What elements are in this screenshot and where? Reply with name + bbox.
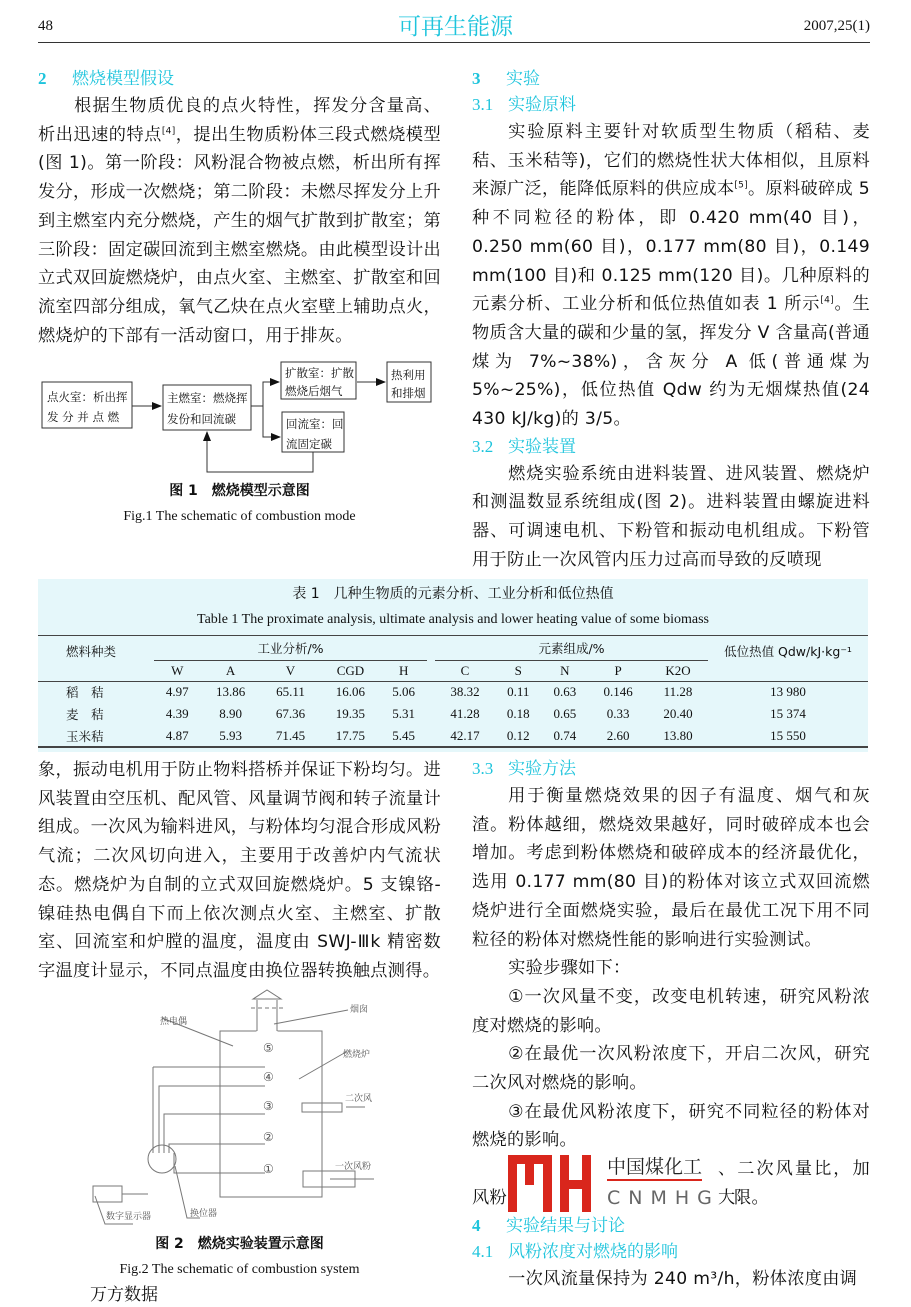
sub-N: N bbox=[560, 662, 570, 678]
figure-1-diagram bbox=[38, 350, 441, 478]
figure-2-caption-cn: 图 2 燃烧实验装置示意图 bbox=[155, 1235, 324, 1252]
point-3: ③ bbox=[263, 1098, 274, 1113]
issue-info: 2007,25(1) bbox=[803, 18, 870, 34]
col-group-elements: 元素组成/% bbox=[435, 635, 708, 660]
table-row: 稻 秸 4.97 13.86 65.11 16.06 5.06 38.32 0.11 0.63 0.146 11.28 13 980 bbox=[66, 684, 806, 701]
section-2-heading: 2 燃烧模型假设 bbox=[38, 69, 174, 89]
watermark-en: CNMHG bbox=[607, 1187, 720, 1210]
label-furnace: 燃烧炉 bbox=[343, 1049, 371, 1060]
step-3: ③在最优风粉浓度下，研究不同粒径的粉体对燃烧的影响。 bbox=[472, 1101, 870, 1151]
step-4-partial-a: 、二次风量比，加大 bbox=[718, 1159, 870, 1208]
box3-line2: 燃烧后烟气 bbox=[285, 384, 343, 399]
apparatus-paragraph-continued: 象，振动电机用于防止物料搭桥并保证下粉均匀。进风装置由空压机、配风管、风量调节阀和转子流量计组成。一次风为输料进风，与粉体均匀混合形成风粉气流；二次风切向进入，主要用于改善炉内气流状态。燃烧炉为自制的立式双回旋燃烧炉。5 支镍铬-镍硅热电偶自下而上依次测点火室、主燃室、扩散室、回流室和炉膛的温度，温度由 SWJ-Ⅲk 精密数字温度计显示，不同点温度由换位器转换触点测得。 bbox=[38, 760, 441, 981]
left-column-bottom bbox=[38, 756, 441, 1307]
table-row: 麦 秸 4.39 8.90 67.36 19.35 5.31 41.28 0.18 0.65 0.33 20.40 15 374 bbox=[66, 706, 806, 723]
sub-S: S bbox=[514, 662, 522, 678]
sub-K2O: K2O bbox=[665, 662, 691, 678]
label-primary-air: 一次风粉 bbox=[335, 1161, 372, 1172]
sub-A: A bbox=[225, 662, 236, 678]
materials-paragraph: 实验原料主要针对软质型生物质（稻秸、麦秸、玉米秸等)，它们的燃烧性状大体相似，且原料来源广泛，能降低原料的供应成本[5]。原料破碎成 5 种不同粒径的粉体，即 0.420 mm(40 目)，0.250 mm(60 目)，0.177 mm(80 目)，0.149 mm(100 目)和 0.125 mm(120 目)。几种原料的元素分析、工业分析和低位热值如表 1 所示[4]。生物质含大量的碳和少量的氢，挥发分 V 含量高(普通煤为 7%~38%)，含灰分 A 低(普通煤为 5%~25%)，低位热值 Qdw 约为无烟煤热值(24 430 kJ/kg)的 3/5。 bbox=[472, 122, 870, 430]
col-fuel: 燃料种类 bbox=[66, 643, 117, 659]
sub-P: P bbox=[614, 662, 622, 678]
label-secondary-air: 二次风 bbox=[345, 1093, 373, 1104]
label-digital-display: 数字显示器 bbox=[106, 1211, 152, 1222]
section-3-3-heading: 3.3 实验方法 bbox=[472, 759, 576, 780]
point-5: ⑤ bbox=[263, 1040, 274, 1055]
box5-line2: 和排烟 bbox=[391, 386, 426, 401]
figure-2-caption-en: Fig.2 The schematic of combustion system bbox=[119, 1261, 360, 1277]
step-4-partial-b: 风粉 bbox=[472, 1187, 507, 1208]
journal-title: 可再生能源 bbox=[398, 14, 513, 40]
figure-2-diagram bbox=[38, 986, 441, 1231]
box3-line1: 扩散室：扩散 bbox=[285, 366, 354, 381]
point-4: ④ bbox=[263, 1069, 274, 1084]
label-switch: 换位器 bbox=[190, 1208, 218, 1219]
point-1: ① bbox=[263, 1161, 274, 1176]
figure-1-caption-cn: 图 1 燃烧模型示意图 bbox=[169, 483, 310, 500]
section-2-paragraph: 根据生物质优良的点火特性，挥发分含量高、析出迅速的特点[4]，提出生物质粉体三段式燃烧模型(图 1)。第一阶段：风粉混合物被点燃，析出所有挥发分，形成一次燃烧；第二阶段：未燃尽挥发分上升到主燃室内充分燃烧，产生的烟气扩散到扩散室；第三阶段：固定碳回流到主燃室燃烧。由此模型设计出立式双回旋燃烧炉，由点火室、主燃室、扩散室和回流室四部分组成，氧气乙炔在点火室壁上辅助点火，燃烧炉的下部有一活动窗口，用于排灰。 bbox=[38, 96, 441, 346]
apparatus-paragraph: 燃烧实验系统由进料装置、进风装置、燃烧炉和测温数显系统组成(图 2)。进料装置由螺旋进料器、可调速电机、下粉管和振动电机组成。下粉管用于防止一次风管内压力过高而导致的反喷现 bbox=[472, 463, 870, 570]
figure-1-caption-en: Fig.1 The schematic of combustion mode bbox=[123, 509, 356, 525]
section-3-heading: 3 实验 bbox=[472, 69, 540, 89]
table-title-en: Table 1 The proximate analysis, ultimate analysis and lower heating value of some biomass bbox=[197, 611, 709, 627]
box4-line2: 流固定碳 bbox=[286, 437, 332, 452]
table-row: 玉米秸 4.87 5.93 71.45 17.75 5.45 42.17 0.12 0.74 2.60 13.80 15 550 bbox=[38, 725, 868, 747]
right-column-top bbox=[472, 66, 870, 575]
mh-logo-icon bbox=[508, 1155, 598, 1212]
watermark-cn: 中国煤化工 bbox=[607, 1155, 702, 1181]
point-2: ② bbox=[263, 1129, 274, 1144]
box1-line2: 发 分 并 点 燃 bbox=[47, 410, 120, 425]
sub-H: H bbox=[398, 662, 409, 678]
section-3-1-heading: 3.1 实验原料 bbox=[472, 95, 576, 115]
step-1: ①一次风量不变，改变电机转速，研究风粉浓度对燃烧的影响。 bbox=[472, 986, 870, 1036]
sub-V: V bbox=[285, 662, 296, 678]
col-group-proximate: 工业分析/% bbox=[154, 635, 427, 660]
step-4-partial-c: 限。 bbox=[734, 1187, 769, 1208]
box4-line1: 回流室：回 bbox=[286, 417, 344, 432]
digital-display-box bbox=[93, 1186, 122, 1202]
sub-W: W bbox=[171, 662, 184, 678]
box5-line1: 热利用 bbox=[391, 368, 426, 383]
watermark-logo bbox=[508, 1155, 598, 1212]
box2-line1: 主燃室：燃烧挥 bbox=[167, 391, 248, 406]
sub-C: C bbox=[460, 662, 470, 678]
results-paragraph: 一次风流量保持为 240 m³/h，粉体浓度由调 bbox=[508, 1268, 858, 1289]
sub-CGD: CGD bbox=[336, 662, 365, 678]
header-rule bbox=[38, 42, 870, 43]
section-3-2-heading: 3.2 实验装置 bbox=[472, 436, 576, 457]
section-4-heading: 4 实验结果与讨论 bbox=[472, 1215, 625, 1236]
switch-circle bbox=[148, 1145, 176, 1173]
box2-line2: 发份和回流碳 bbox=[167, 412, 236, 427]
box1-line1: 点火室：析出挥 bbox=[47, 390, 128, 405]
table-1 bbox=[38, 579, 868, 753]
step-2: ②在最优一次风粉浓度下，开启二次风，研究二次风对燃烧的影响。 bbox=[472, 1044, 870, 1094]
right-column-bottom bbox=[472, 756, 870, 1307]
bottom-columns bbox=[0, 756, 911, 1307]
method-paragraph: 用于衡量燃烧效果的因子有温度、烟气和灰渣。粉体越细，燃烧效果越好，同时破碎成本也会增加。考虑到粉体燃烧和破碎成本的经济最优化，选用 0.177 mm(80 目)的粉体对该立式双回流燃烧炉进行全面燃烧实验，最后在最优工况下用不同粒径的粉体对燃烧性能的影响进行实验测试。 bbox=[472, 786, 870, 950]
label-chimney: 烟囱 bbox=[350, 1004, 369, 1015]
data-table bbox=[38, 635, 868, 749]
section-4-1-heading: 4.1 风粉浓度对燃烧的影响 bbox=[472, 1241, 678, 1262]
step-4-with-watermark bbox=[472, 1155, 870, 1212]
top-columns bbox=[0, 0, 911, 575]
label-thermocouple: 热电偶 bbox=[160, 1016, 188, 1027]
footer-source: 万方数据 bbox=[90, 1284, 158, 1305]
table-title-cn: 表 1 几种生物质的元素分析、工业分析和低位热值 bbox=[292, 585, 614, 602]
col-heating-value: 低位热值 Qdw/kJ·kg⁻¹ bbox=[724, 643, 852, 659]
page-number: 48 bbox=[38, 18, 53, 34]
left-column-top bbox=[38, 66, 441, 575]
steps-intro: 实验步骤如下： bbox=[508, 958, 631, 979]
